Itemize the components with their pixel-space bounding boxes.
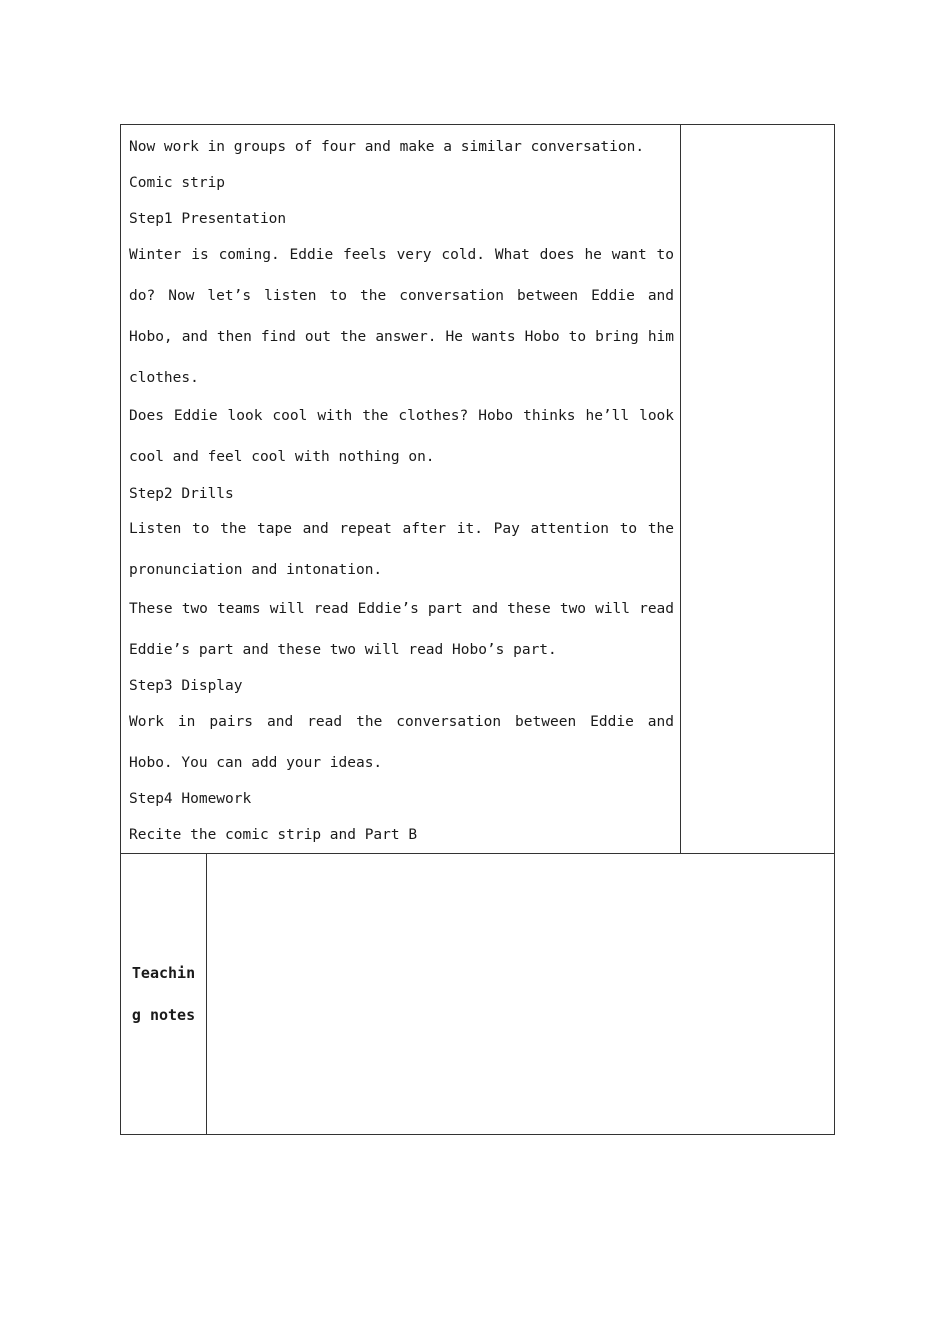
teaching-notes-label: Teaching notes [131, 964, 196, 1024]
lesson-line: Recite the comic strip and Part B [129, 827, 418, 843]
lesson-plan-table [120, 124, 835, 1135]
lesson-paragraph: Winter is coming. Eddie feels very cold. What does he want to do? Now let’s listen to the conversation between Eddie and Hobo, and then find out the answer. He wants Hobo to bring him clothes. [129, 246, 675, 386]
notes-row [121, 854, 835, 1135]
lesson-line: Step3 Display [129, 678, 243, 694]
lesson-line: Comic strip [129, 175, 226, 191]
lesson-line: Now work in groups of four and make a similar conversation. [129, 139, 645, 155]
lesson-paragraph: Work in pairs and read the conversation between Eddie and Hobo. You can add your ideas. [129, 713, 675, 771]
lesson-content-cell [121, 125, 681, 854]
teaching-notes-area [207, 854, 835, 1135]
lesson-line: Step2 Drills [129, 485, 234, 502]
content-row [121, 125, 835, 854]
lesson-line: Step1 Presentation [129, 211, 287, 227]
lesson-paragraph: Does Eddie look cool with the clothes? Hobo thinks he’ll look cool and feel cool with nothing on. [129, 408, 675, 465]
lesson-content [121, 125, 680, 853]
teaching-notes-label-cell [121, 854, 207, 1135]
lesson-paragraph: Listen to the tape and repeat after it. Pay attention to the pronunciation and intonation. [129, 521, 675, 578]
lesson-line: Step4 Homework [129, 791, 252, 807]
lesson-paragraph: These two teams will read Eddie’s part and these two will read Eddie’s part and these two will read Hobo’s part. [129, 600, 675, 658]
blank-side-cell [681, 125, 835, 854]
